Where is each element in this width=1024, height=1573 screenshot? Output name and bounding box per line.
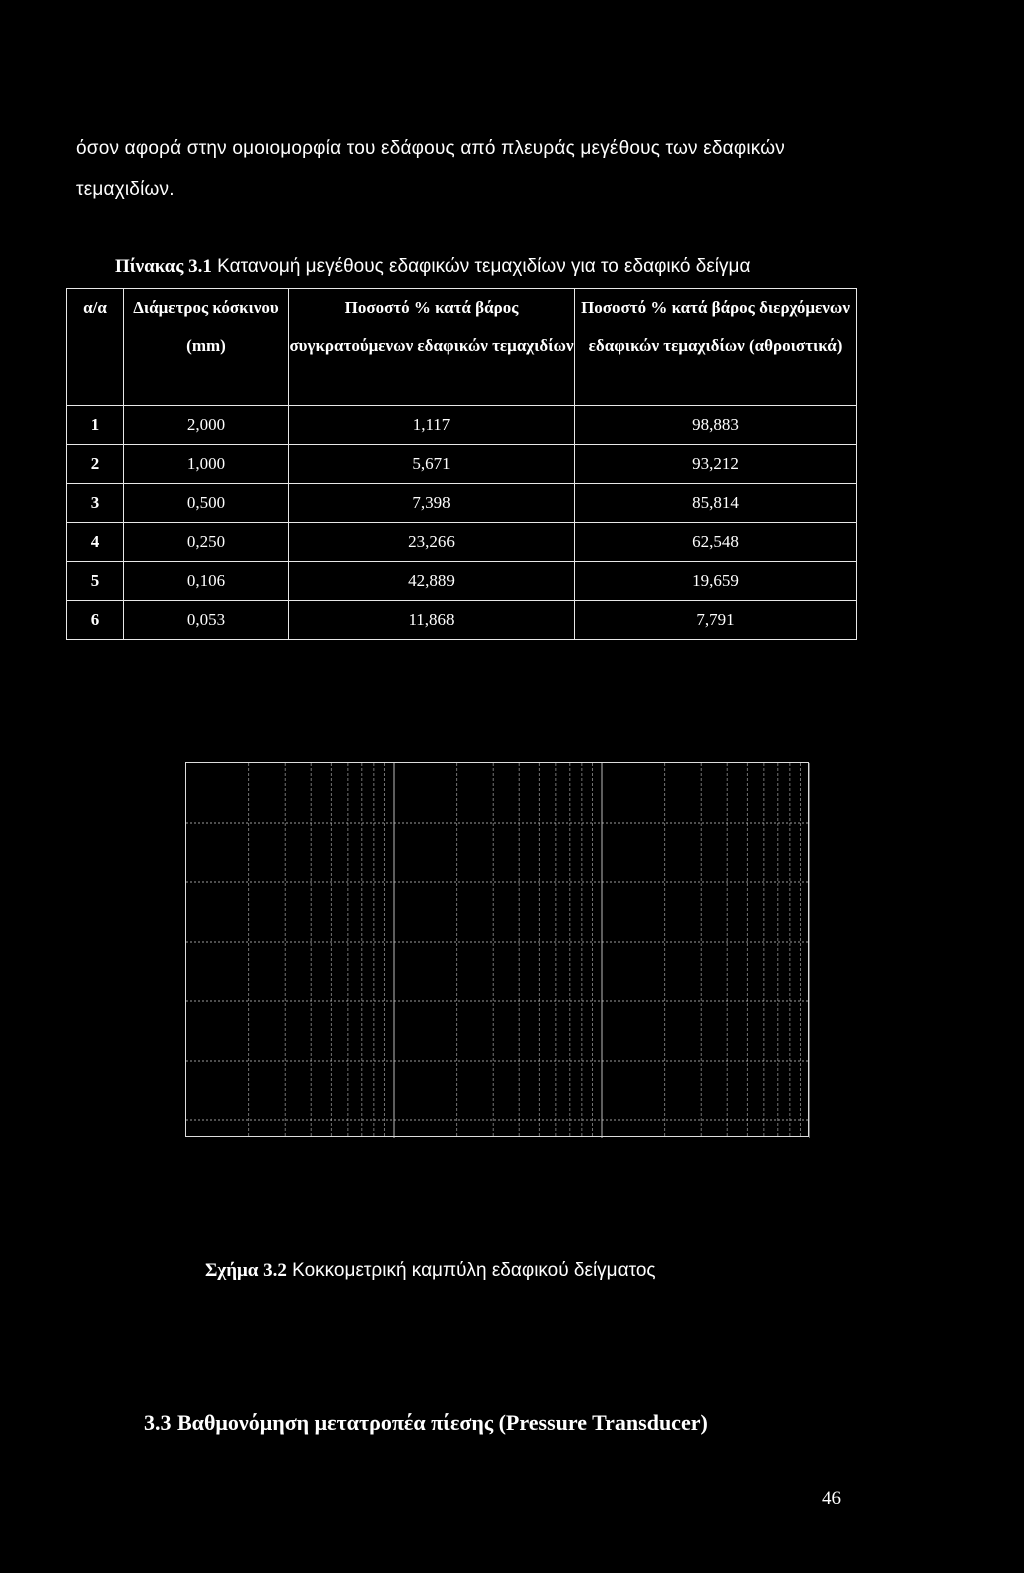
cell-passing: 98,883 — [575, 406, 857, 445]
grain-size-table — [66, 288, 857, 640]
cell-retained: 7,398 — [289, 484, 575, 523]
cell-passing: 93,212 — [575, 445, 857, 484]
figure-caption-number: Σχήμα 3.2 — [205, 1260, 287, 1281]
cell-diameter: 2,000 — [124, 406, 289, 445]
figure-caption-text: Κοκκομετρική καμπύλη εδαφικού δείγματος — [286, 1260, 656, 1281]
cell-diameter: 0,500 — [124, 484, 289, 523]
cell-retained: 1,117 — [289, 406, 575, 445]
cell-passing: 19,659 — [575, 562, 857, 601]
cell-index: 1 — [67, 406, 124, 445]
table-row — [67, 601, 857, 640]
table-caption — [115, 256, 750, 278]
cell-index: 4 — [67, 523, 124, 562]
table-row — [67, 445, 857, 484]
cell-index: 6 — [67, 601, 124, 640]
cell-passing: 85,814 — [575, 484, 857, 523]
cell-index: 5 — [67, 562, 124, 601]
header-passing-percent: Ποσοστό % κατά βάρος διερχόμενων εδαφικών τεμαχιδίων (αθροιστικά) — [575, 289, 857, 406]
cell-diameter: 0,106 — [124, 562, 289, 601]
grain-size-curve-chart — [185, 762, 809, 1137]
cell-passing: 7,791 — [575, 601, 857, 640]
paragraph-line-1: όσον αφορά στην ομοιομορφία του εδάφους από πλευράς μεγέθους των εδαφικών — [76, 138, 785, 159]
cell-index: 2 — [67, 445, 124, 484]
cell-index: 3 — [67, 484, 124, 523]
section-heading: 3.3 Βαθμονόμηση μετατροπέα πίεσης (Pressure Transducer) — [144, 1410, 708, 1435]
header-sieve-diameter: Διάμετρος κόσκινου (mm) — [124, 289, 289, 406]
cell-retained: 5,671 — [289, 445, 575, 484]
figure-caption — [205, 1260, 656, 1282]
cell-diameter: 0,250 — [124, 523, 289, 562]
cell-passing: 62,548 — [575, 523, 857, 562]
table-header-row — [67, 289, 857, 406]
cell-diameter: 1,000 — [124, 445, 289, 484]
cell-diameter: 0,053 — [124, 601, 289, 640]
cell-retained: 42,889 — [289, 562, 575, 601]
page-number: 46 — [822, 1488, 841, 1509]
table-caption-number: Πίνακας 3.1 — [115, 256, 212, 277]
table-caption-text: Κατανομή μεγέθους εδαφικών τεμαχιδίων για το εδαφικό δείγμα — [211, 256, 751, 277]
table-row — [67, 562, 857, 601]
chart-grid — [186, 763, 810, 1138]
header-retained-percent: Ποσοστό % κατά βάρος συγκρατούμενων εδαφικών τεμαχιδίων — [289, 289, 575, 406]
table-row — [67, 523, 857, 562]
table-row — [67, 406, 857, 445]
cell-retained: 23,266 — [289, 523, 575, 562]
header-index: α/α — [67, 289, 124, 406]
paragraph-line-2: τεμαχιδίων. — [76, 179, 175, 200]
cell-retained: 11,868 — [289, 601, 575, 640]
table-row — [67, 484, 857, 523]
